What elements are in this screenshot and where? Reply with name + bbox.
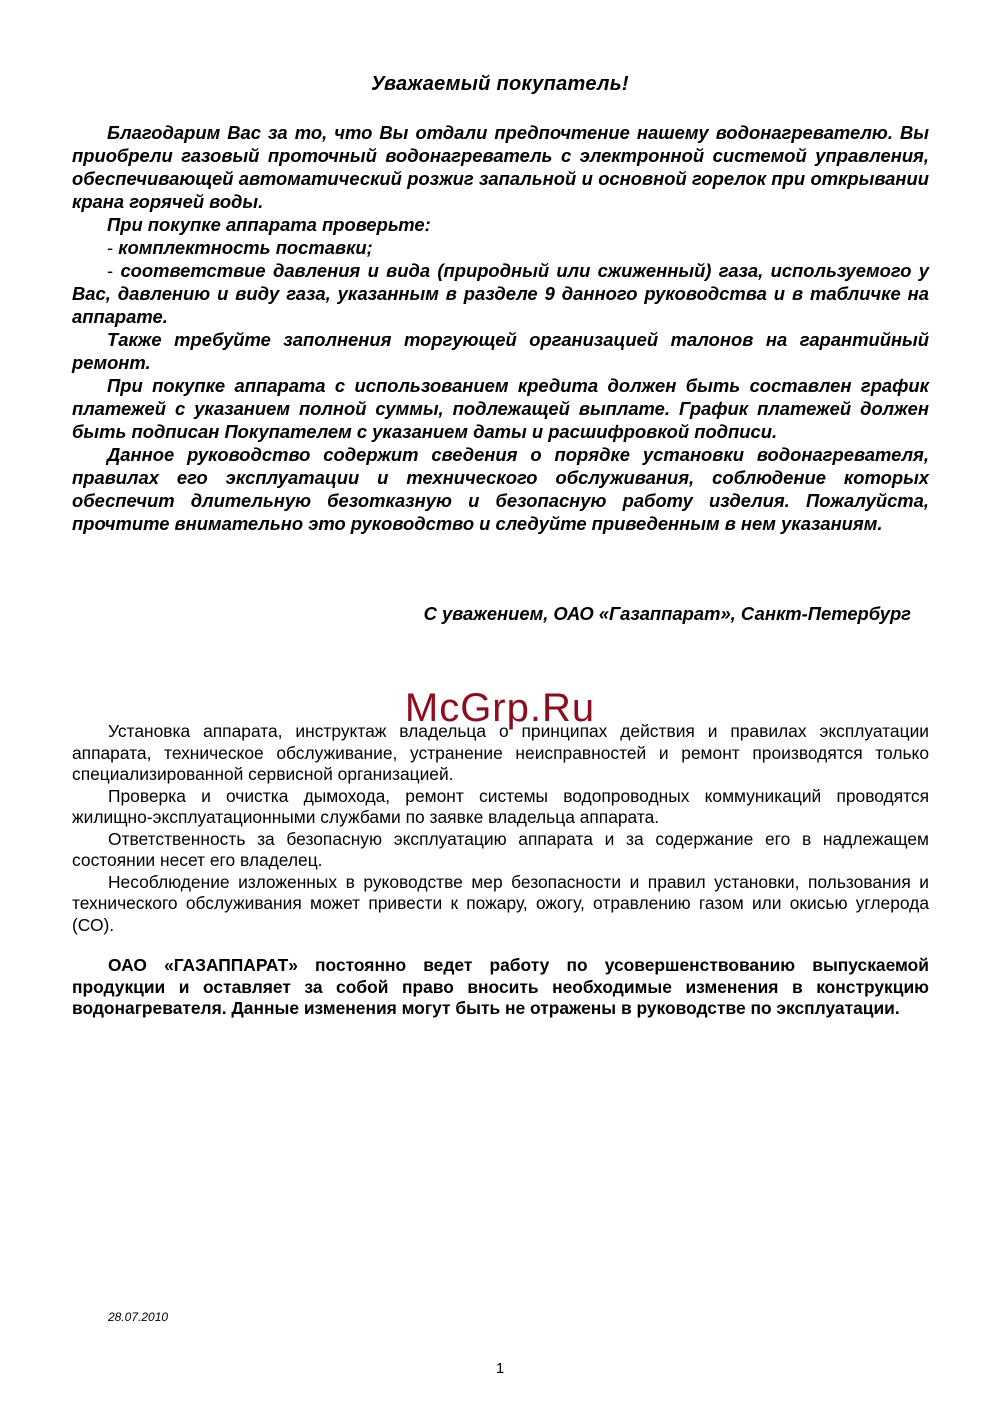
check-item-gas [72,259,929,328]
check-item-text: комплектность поставки; [118,237,373,258]
greeting-section [72,121,929,535]
notice-paragraph: ОАО «ГАЗАППАРАТ» постоянно ведет работу по усовершенствованию выпускаемой продукции и оставляет за собой право вносить необходимые изменения в конструкцию водонагревателя. Данные изменения могут быть не отражены в руководстве по эксплуатации. [72,955,929,1018]
check-intro: При покупке аппарата проверьте: [107,214,431,235]
company-notice [72,955,929,1020]
info-section [72,721,929,936]
check-item-text: соответствие давления и вида (природный или сжиженный) газа, используемого у Вас, давлению и виду газа, указанным в разделе 9 данного руководства и в табличке на аппарате. [72,260,929,327]
signature: С уважением, ОАО «Газаппарат», Санкт-Петербург [423,603,911,624]
warranty-paragraph: Также требуйте заполнения торгующей организацией талонов на гарантийный ремонт. [72,329,929,373]
check-item-completeness [72,236,929,259]
dash-marker: - [107,260,114,281]
watermark-logo: McGrp.Ru [404,686,596,730]
document-date: 28.07.2010 [108,1310,169,1324]
credit-paragraph: При покупке аппарата с использованием кредита должен быть составлен график платежей с указанием полной суммы, подлежащей выплате. График платежей должен быть подписан Покупателем с указанием даты и расшифровкой подписи. [72,375,929,442]
responsibility-paragraph: Ответственность за безопасную эксплуатацию аппарата и за содержание его в надлежащем состоянии несет его владелец. [72,828,929,870]
dash-marker: - [107,237,114,258]
safety-paragraph: Несоблюдение изложенных в руководстве мер безопасности и правил установки, пользования и технического обслуживания может привести к пожару, ожогу, отравлению газом или окисью углерода (СО). [72,871,929,935]
greeting-paragraph: Благодарим Вас за то, что Вы отдали предпочтение нашему водонагревателю. Вы приобрели газовый проточный водонагреватель с электронной системой управления, обеспечивающей автоматический розжиг запальной и основной горелок при открывании крана горячей воды. [72,122,929,212]
installation-paragraph: Установка аппарата, инструктаж владельца о принципах действия и правилах эксплуатации аппарата, техническое обслуживание, устранение неисправностей и ремонт производятся только специализированной сервисной организацией. [72,721,929,784]
chimney-paragraph: Проверка и очистка дымохода, ремонт системы водопроводных коммуникаций проводятся жилищно-эксплуатационными службами по заявке владельца аппарата. [72,785,929,827]
manual-paragraph: Данное руководство содержит сведения о порядке установки водонагревателя, правилах его эксплуатации и технического обслуживания, соблюдение которых обеспечит длительную безотказную и безопасную работу изделия. Пожалуйста, прочтите внимательно это руководство и следуйте приведенным в нем указаниям. [72,444,929,534]
page-number: 1 [495,1360,505,1377]
page-title: Уважаемый покупатель! [371,73,629,95]
